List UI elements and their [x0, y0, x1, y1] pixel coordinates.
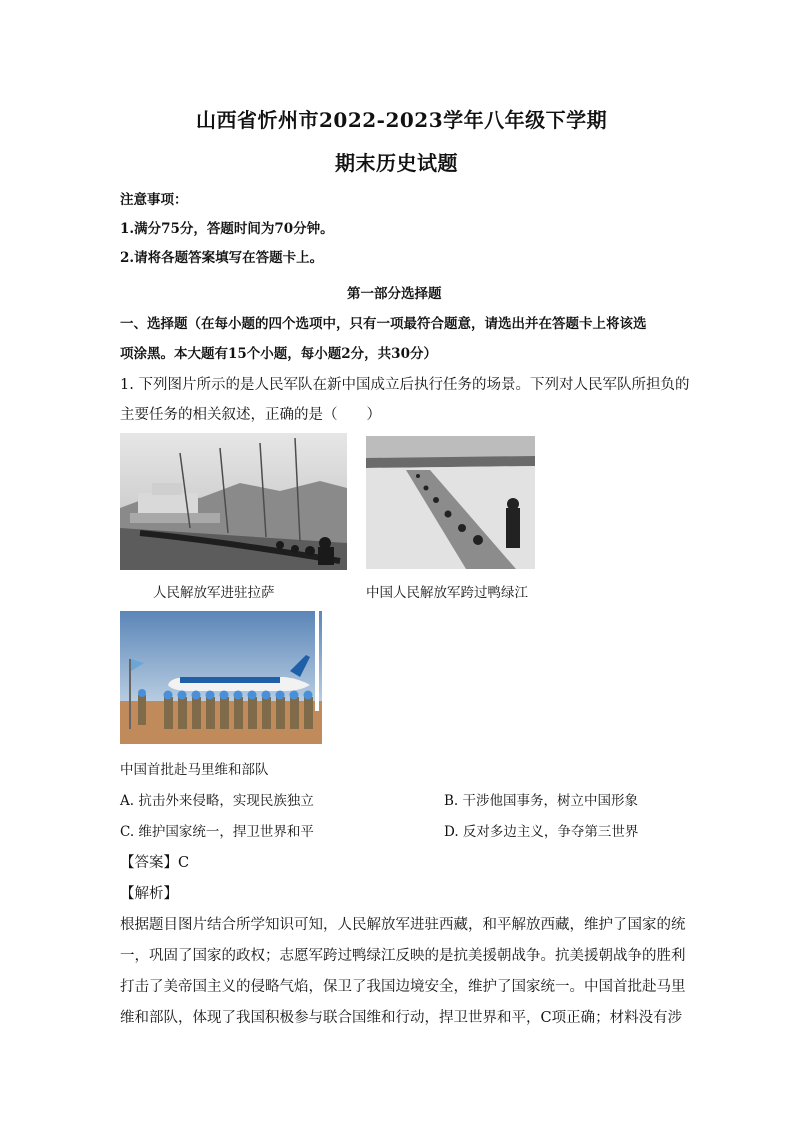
part-title: 第一部分选择题: [347, 286, 442, 302]
section-instruction-line2: 项涂黑。本大题有15个小题，每小题2分，共30分）: [120, 346, 437, 362]
analysis-line: 维和部队，体现了我国积极参与联合国维和行动，捍卫世界和平，C项正确；材料没有涉: [120, 1010, 683, 1026]
note-item: 2.请将各题答案填写在答题卡上。: [120, 250, 324, 266]
option-c[interactable]: C. 维护国家统一，捍卫世界和平: [120, 824, 314, 840]
photo-caption: 中国首批赴马里维和部队: [120, 762, 269, 778]
photo-caption: 中国人民解放军跨过鸭绿江: [366, 585, 528, 601]
answer: 【答案】C: [120, 855, 190, 871]
photo-caption: 人民解放军进驻拉萨: [153, 585, 275, 601]
option-a[interactable]: A. 抗击外来侵略，实现民族独立: [120, 793, 314, 809]
section-instruction-line1: 一、选择题（在每小题的四个选项中，只有一项最符合题意，请选出并在答题卡上将该选: [120, 316, 647, 332]
analysis-line: 一，巩固了国家的政权；志愿军跨过鸭绿江反映的是抗美援朝战争。抗美援朝战争的胜利: [120, 948, 686, 964]
analysis-line: 打击了美帝国主义的侵略气焰，保卫了我国边境安全，维护了国家统一。中国首批赴马里: [120, 979, 686, 995]
question-stem-line1: 1. 下列图片所示的是人民军队在新中国成立后执行任务的场景。下列对人民军队所担负的: [120, 377, 690, 393]
question-stem-line2: 主要任务的相关叙述，正确的是（ ）: [120, 407, 381, 423]
option-b[interactable]: B. 干涉他国事务，树立中国形象: [444, 793, 639, 809]
photo-yalu-river: [366, 436, 535, 569]
notes-heading: 注意事项：: [120, 192, 188, 208]
photo-lhasa: [120, 433, 347, 570]
page-title-line1: 山西省忻州市2022-2023学年八年级下学期: [196, 108, 608, 132]
page-title-line2: 期末历史试题: [335, 151, 458, 175]
note-item: 1.满分75分，答题时间为70分钟。: [120, 221, 334, 237]
option-d[interactable]: D. 反对多边主义，争夺第三世界: [444, 824, 639, 840]
photo-mali-peacekeepers: [120, 611, 322, 744]
analysis-line: 根据题目图片结合所学知识可知，人民解放军进驻西藏，和平解放西藏，维护了国家的统: [120, 917, 686, 933]
analysis-heading: 【解析】: [120, 886, 178, 902]
